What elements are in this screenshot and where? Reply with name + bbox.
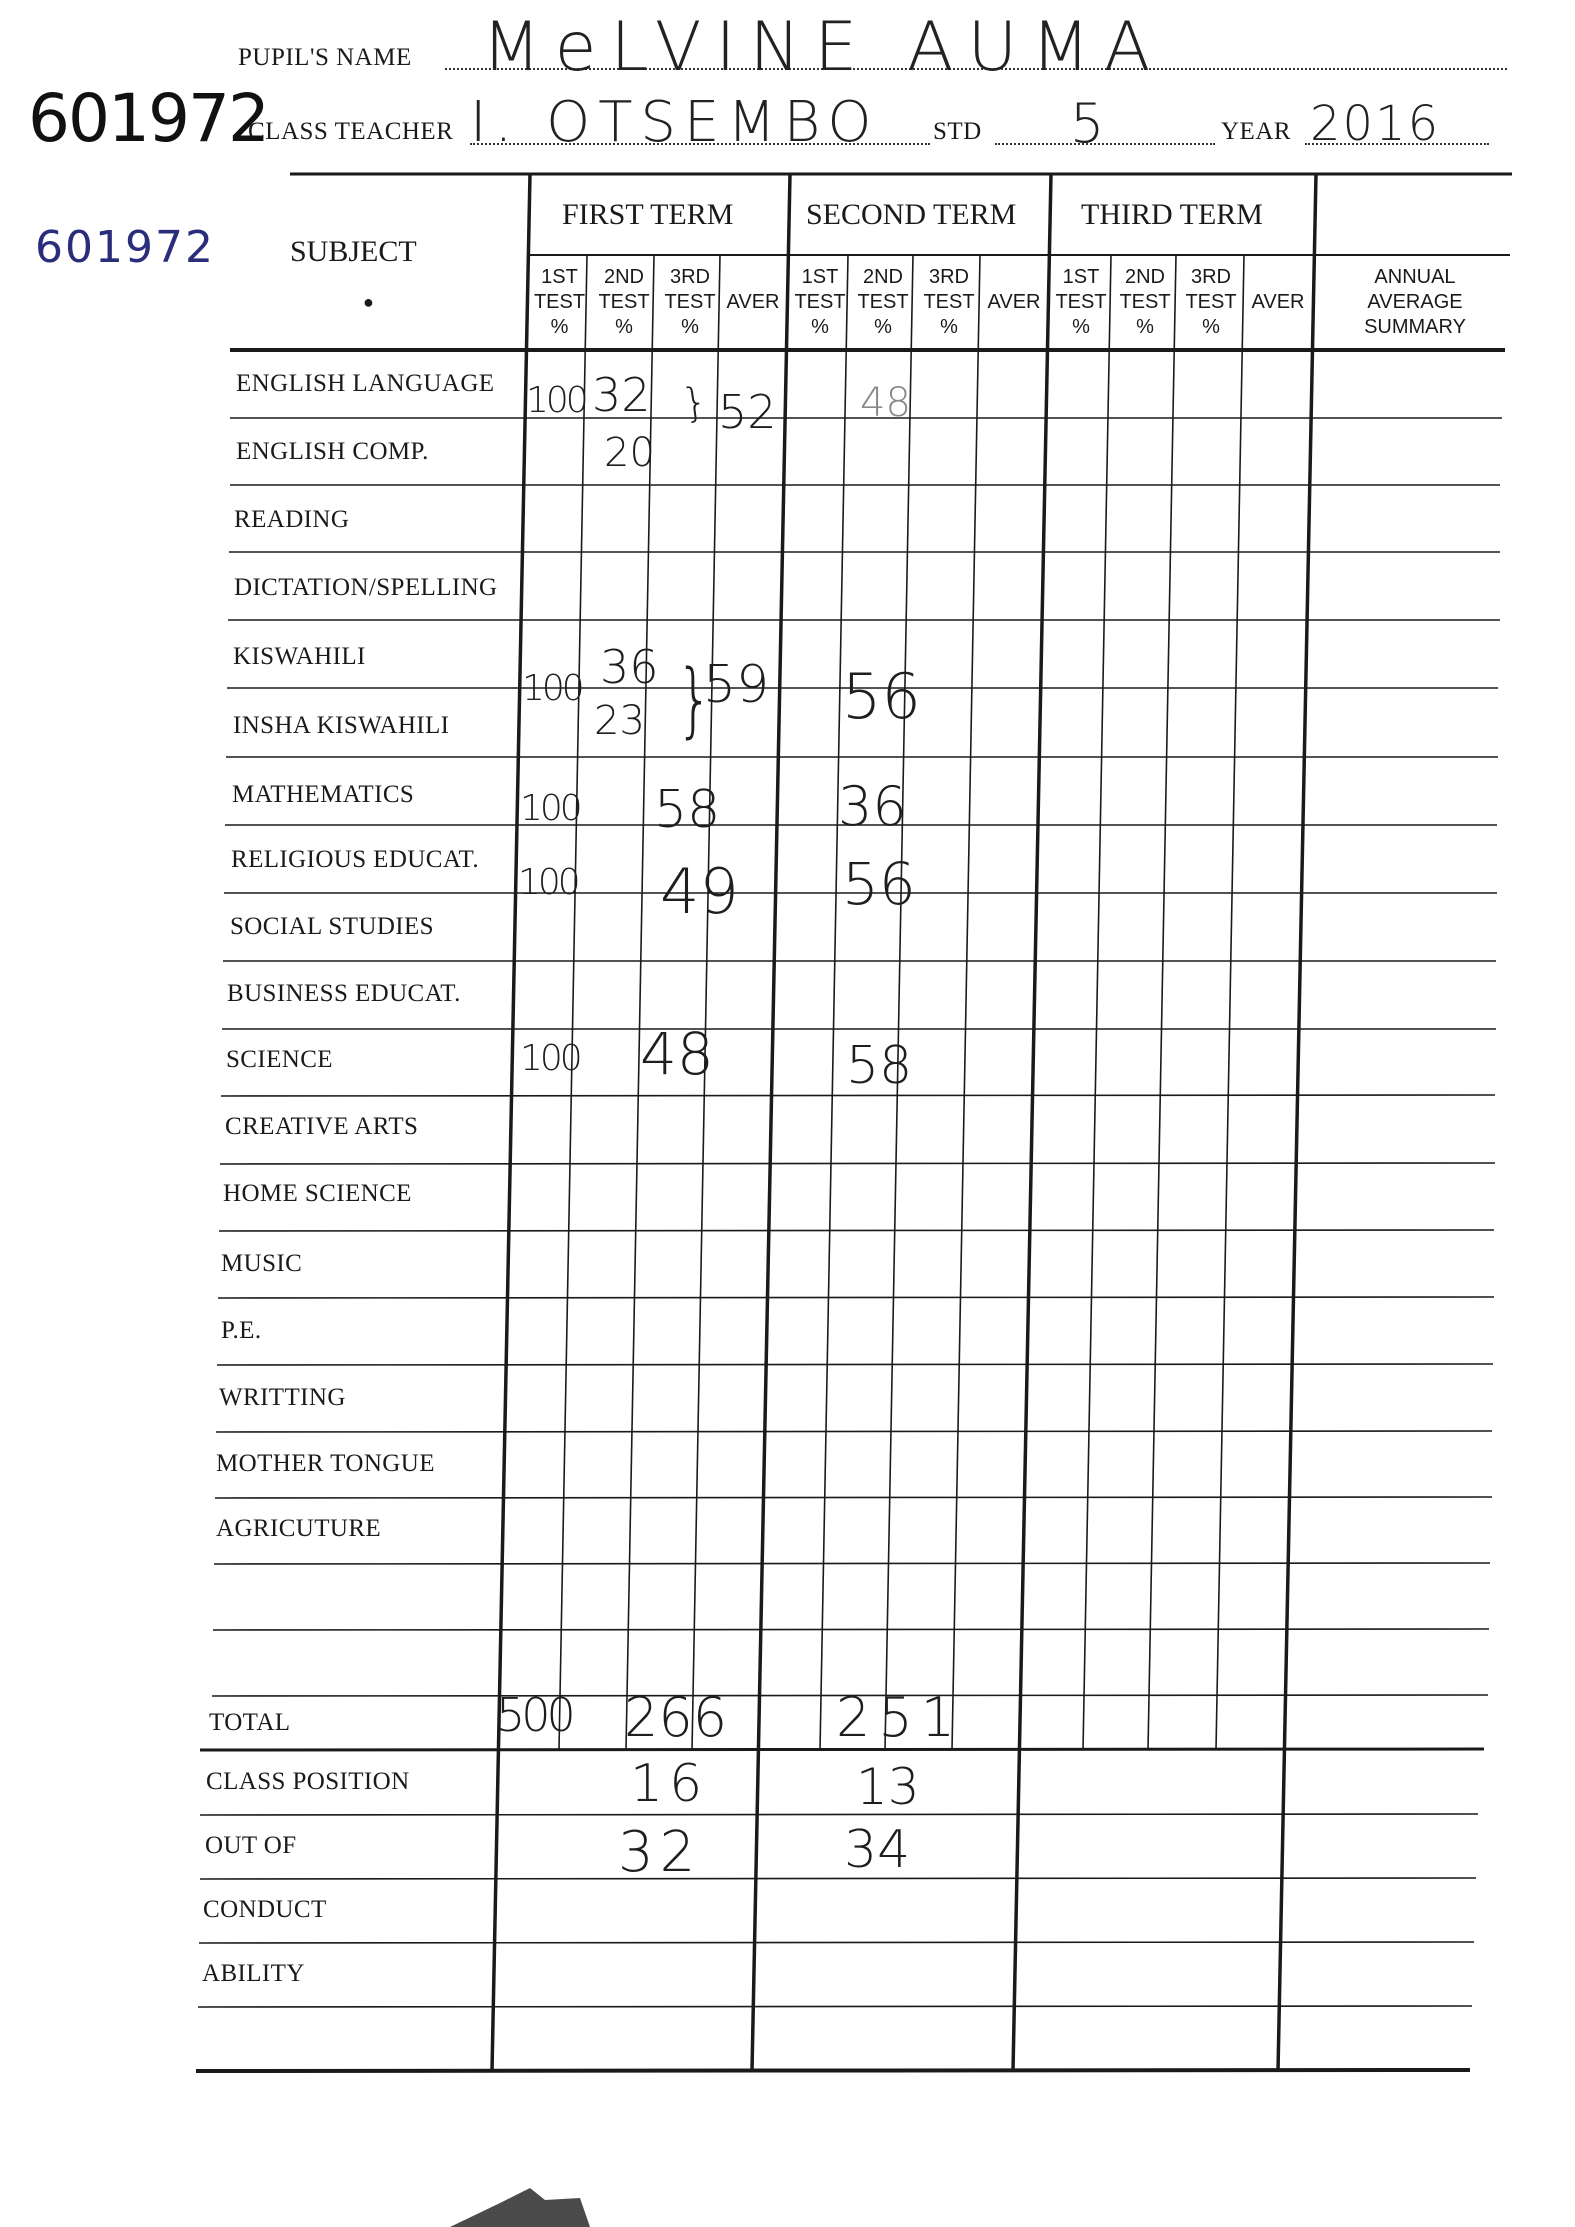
mark-total-term1: 266: [624, 1686, 728, 1749]
t3-aver-header: AVER: [1251, 291, 1305, 313]
t3-test1-header: 1ST TEST %: [1055, 266, 1107, 338]
subject-mathematics: MATHEMATICS: [232, 781, 415, 808]
subject-science: SCIENCE: [226, 1046, 333, 1073]
mark-english-comp-2nd: 20: [604, 430, 655, 476]
mark-science-3rd: 48: [640, 1020, 714, 1088]
subject-creative-arts: CREATIVE ARTS: [225, 1113, 419, 1140]
term-header-3: THIRD TERM: [1081, 198, 1263, 231]
bracket-kiswahili: }: [676, 651, 713, 747]
t2-test1-header: 1ST TEST %: [794, 266, 846, 338]
t1-test3-header: 3RD TEST %: [664, 266, 716, 338]
mark-english-2nd: 32: [592, 368, 651, 422]
subject-music: MUSIC: [221, 1250, 303, 1277]
term-header-1: FIRST TERM: [562, 198, 734, 231]
mark-position-term2: 13: [856, 1758, 920, 1816]
mark-kiswahili-2nd: 36: [600, 640, 659, 694]
mark-math-1st: 100: [520, 788, 580, 829]
subject-insha-kiswahili: INSHA KISWAHILI: [233, 712, 450, 739]
subject-business-educat: BUSINESS EDUCAT.: [227, 980, 461, 1007]
mark-total-term2: 251: [836, 1686, 964, 1749]
subject-english-comp: ENGLISH COMP.: [236, 438, 429, 465]
t2-aver-header: AVER: [987, 291, 1041, 313]
t3-test2-header: 2ND TEST %: [1119, 266, 1171, 338]
mark-english-term2: 48: [860, 380, 911, 426]
mark-insha-2nd: 23: [594, 698, 645, 744]
subject-agricuture: AGRICUTURE: [216, 1515, 382, 1542]
t1-aver-header: AVER: [726, 291, 780, 313]
year-value: 2016: [1310, 96, 1441, 152]
subject-header: SUBJECT: [290, 235, 417, 268]
term-header-2: SECOND TERM: [806, 198, 1017, 231]
summary-out-of: OUT OF: [205, 1832, 297, 1859]
mark-total-1st: 500: [496, 1688, 572, 1742]
subject-mother-tongue: MOTHER TONGUE: [216, 1450, 435, 1477]
mark-religious-3rd: 49: [660, 855, 739, 928]
mark-religious-1st: 100: [518, 862, 578, 903]
subject-religious-educat: RELIGIOUS EDUCAT.: [231, 846, 479, 873]
pupil-name-value: MeLVINE AUMA: [482, 8, 1165, 87]
annual-average-header: ANNUAL AVERAGE SUMMARY: [1364, 266, 1466, 338]
mark-position-term1: 16: [630, 1754, 709, 1814]
class-teacher-label: CLASS TEACHER: [248, 118, 454, 145]
class-teacher-value: I. OTSEMBO: [470, 90, 880, 155]
subject-writting: WRITTING: [219, 1384, 346, 1411]
summary-ability: ABILITY: [202, 1960, 305, 1987]
summary-conduct: CONDUCT: [203, 1896, 327, 1923]
bracket-english: }: [678, 378, 711, 428]
year-label: YEAR: [1221, 118, 1292, 145]
mark-science-1st: 100: [520, 1038, 580, 1079]
t2-test3-header: 3RD TEST %: [923, 266, 975, 338]
subject-pe: P.E.: [221, 1317, 262, 1344]
t3-test3-header: 3RD TEST %: [1185, 266, 1237, 338]
t1-test1-header: 1ST TEST %: [533, 266, 586, 338]
subject-home-science: HOME SCIENCE: [223, 1180, 412, 1207]
mark-kiswahili-1st: 100: [522, 668, 582, 709]
mark-religious-term2: 56: [842, 850, 916, 918]
mark-english-1st: 100: [526, 380, 586, 421]
subject-reading: READING: [234, 506, 350, 533]
mark-out-of-term2: 34: [844, 1820, 911, 1880]
pupil-name-label: PUPIL'S NAME: [238, 44, 412, 71]
std-label: STD: [933, 118, 982, 145]
mark-english-3rd: 52: [718, 385, 777, 439]
mark-out-of-term1: 32: [618, 1820, 702, 1885]
summary-total: TOTAL: [209, 1709, 291, 1736]
summary-class-position: CLASS POSITION: [206, 1768, 410, 1795]
std-value: 5: [1070, 92, 1105, 155]
mark-math-3rd: 58: [654, 780, 721, 840]
t2-test2-header: 2ND TEST %: [857, 266, 909, 338]
mark-kiswahili-3rd: 59: [703, 655, 770, 715]
margin-number-large: 601972: [28, 80, 268, 157]
bullet-mark: ●: [363, 292, 374, 312]
t1-test2-header: 2ND TEST %: [598, 266, 650, 338]
mark-science-term2: 58: [846, 1036, 913, 1096]
subject-dictation-spelling: DICTATION/SPELLING: [234, 574, 498, 601]
subject-social-studies: SOCIAL STUDIES: [230, 913, 434, 940]
subject-english-language: ENGLISH LANGUAGE: [236, 370, 495, 397]
margin-number-small: 601972: [35, 222, 215, 273]
mark-math-term2: 36: [838, 775, 907, 838]
mark-kiswahili-term2: 56: [842, 660, 921, 733]
subject-kiswahili: KISWAHILI: [233, 643, 366, 670]
scan-artifact: [440, 2178, 600, 2227]
